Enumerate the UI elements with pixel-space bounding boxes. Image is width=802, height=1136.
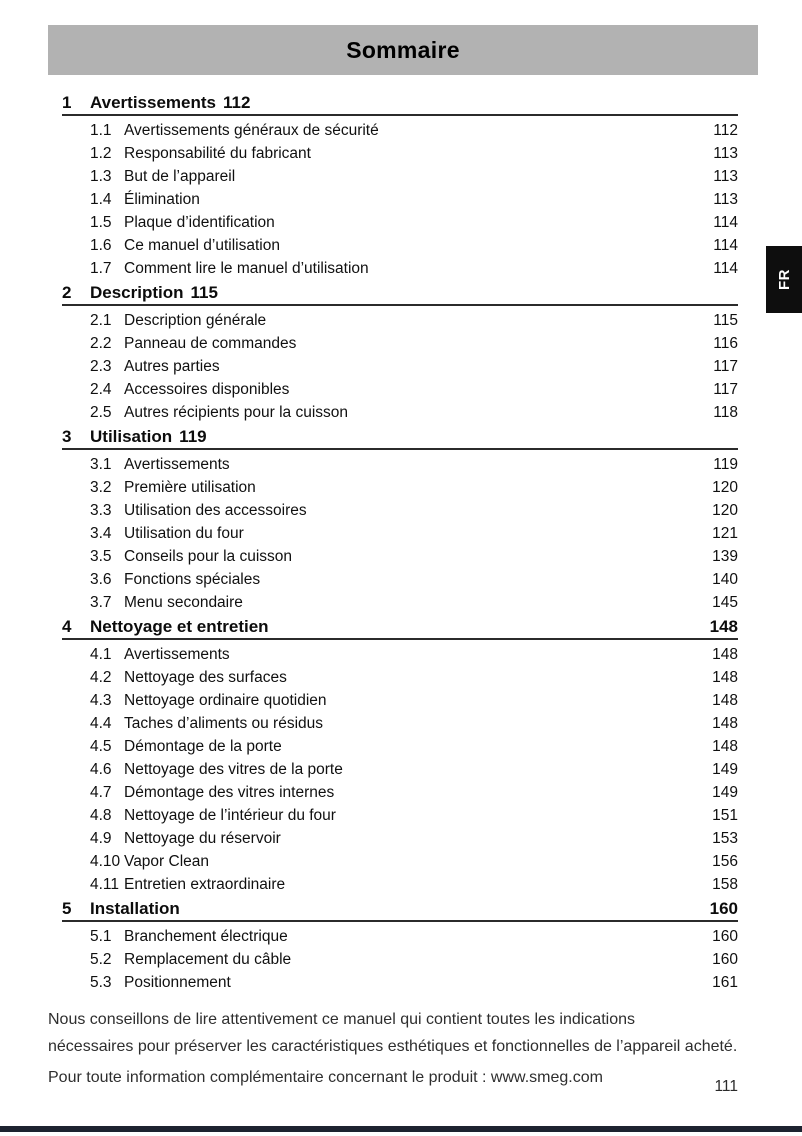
toc-section: [62, 616, 738, 898]
entry-title: Responsabilité du fabricant: [124, 145, 311, 162]
section-number: 1: [62, 93, 72, 112]
entry-number: 4.4: [90, 715, 112, 732]
toc-entry: [62, 781, 738, 804]
section-title: Installation: [90, 899, 180, 918]
entry-title: Élimination: [124, 191, 200, 208]
toc-entry: [62, 712, 738, 735]
toc-entry: [62, 666, 738, 689]
toc-section-heading: [62, 616, 738, 640]
toc-section-heading: [62, 426, 738, 450]
page-header: [48, 25, 758, 75]
toc-entry: [62, 689, 738, 712]
entry-title: Conseils pour la cuisson: [124, 548, 293, 565]
toc-entry: [62, 735, 738, 758]
toc-entry: [62, 119, 738, 142]
entry-title: Comment lire le manuel d’utilisation: [124, 260, 369, 277]
page-title: Sommaire: [346, 36, 460, 63]
entry-title: Démontage des vitres internes: [124, 784, 335, 801]
entry-page: 113: [713, 145, 738, 162]
toc-section: [62, 282, 738, 426]
toc-section-items: [62, 306, 738, 426]
entry-page: 116: [713, 335, 738, 352]
section-title: Avertissements: [90, 93, 216, 112]
section-page: 115: [190, 283, 218, 302]
entry-number: 3.6: [90, 571, 112, 588]
toc-entry: [62, 453, 738, 476]
toc-section-items: [62, 922, 738, 996]
entry-title: Utilisation du four: [124, 525, 244, 542]
entry-number: 5.1: [90, 928, 112, 945]
toc-entry: [62, 522, 738, 545]
entry-title: Première utilisation: [124, 479, 256, 496]
entry-number: 4.11: [90, 876, 120, 893]
toc-entry: [62, 476, 738, 499]
footer-line: Nous conseillons de lire attentivement ce manuel qui contient toutes les indications: [48, 1011, 635, 1028]
entry-number: 4.2: [90, 669, 112, 686]
entry-title: Démontage de la porte: [124, 738, 282, 755]
entry-page: 148: [712, 669, 738, 686]
entry-page: 113: [713, 168, 738, 185]
toc-entry: [62, 188, 738, 211]
entry-number: 3.1: [90, 456, 112, 473]
entry-page: 114: [713, 237, 738, 254]
entry-page: 151: [712, 807, 738, 824]
toc-entry: [62, 211, 738, 234]
toc-entry: [62, 142, 738, 165]
entry-number: 3.5: [90, 548, 112, 565]
toc-entry: [62, 378, 738, 401]
toc-entry: [62, 758, 738, 781]
section-title: Utilisation: [90, 427, 173, 446]
toc-section: [62, 92, 738, 282]
entry-page: 114: [713, 260, 738, 277]
entry-title: Description générale: [124, 312, 267, 329]
entry-number: 2.4: [90, 381, 112, 398]
entry-title: Nettoyage du réservoir: [124, 830, 281, 847]
entry-number: 5.3: [90, 974, 112, 991]
toc-entry: [62, 804, 738, 827]
bottom-bar: [0, 1126, 802, 1132]
entry-number: 2.3: [90, 358, 112, 375]
toc-entry: [62, 591, 738, 614]
section-page: 148: [709, 617, 738, 636]
entry-number: 4.5: [90, 738, 112, 755]
toc-entry: [62, 332, 738, 355]
entry-page: 140: [712, 571, 738, 588]
entry-page: 118: [713, 404, 738, 421]
entry-page: 117: [713, 381, 738, 398]
toc-section-heading: [62, 92, 738, 116]
entry-number: 1.7: [90, 260, 112, 277]
section-number: 2: [62, 283, 72, 302]
entry-number: 1.5: [90, 214, 112, 231]
toc-section-items: [62, 450, 738, 616]
toc-entry: [62, 827, 738, 850]
entry-page: 139: [712, 548, 738, 565]
entry-number: 1.6: [90, 237, 112, 254]
language-tab-fr: [766, 246, 802, 313]
entry-title: Autres parties: [124, 358, 220, 375]
entry-page: 114: [713, 214, 738, 231]
section-page: 112: [223, 93, 251, 112]
entry-number: 1.2: [90, 145, 112, 162]
toc-entry: [62, 643, 738, 666]
entry-title: Nettoyage ordinaire quotidien: [124, 692, 327, 709]
section-number: 5: [62, 899, 72, 918]
toc-section-items: [62, 640, 738, 898]
entry-title: Taches d’aliments ou résidus: [124, 715, 324, 732]
entry-page: 115: [713, 312, 738, 329]
entry-page: 112: [713, 122, 738, 139]
toc-entry: [62, 925, 738, 948]
entry-page: 149: [712, 784, 738, 801]
section-title: Description: [90, 283, 184, 302]
toc-entry: [62, 165, 738, 188]
entry-title: Nettoyage des vitres de la porte: [124, 761, 343, 778]
entry-number: 2.1: [90, 312, 112, 329]
toc-section: [62, 426, 738, 616]
entry-number: 3.3: [90, 502, 112, 519]
table-of-contents: [62, 92, 738, 996]
section-number: 4: [62, 617, 72, 636]
footer-line: nécessaires pour préserver les caractéristiques esthétiques et fonctionnelles de l’appareil acheté.: [48, 1038, 738, 1055]
entry-title: Avertissements: [124, 456, 230, 473]
entry-page: 156: [712, 853, 738, 870]
entry-page: 117: [713, 358, 738, 375]
entry-number: 1.1: [90, 122, 112, 139]
section-page: 160: [709, 899, 738, 918]
entry-title: Entretien extraordinaire: [124, 876, 286, 893]
entry-title: Nettoyage des surfaces: [124, 669, 287, 686]
section-page: 119: [179, 427, 207, 446]
entry-number: 4.10: [90, 853, 121, 870]
entry-page: 121: [712, 525, 738, 542]
entry-title: Positionnement: [124, 974, 231, 991]
entry-title: Ce manuel d’utilisation: [124, 237, 280, 254]
entry-page: 149: [712, 761, 738, 778]
toc-entry: [62, 257, 738, 280]
entry-number: 2.5: [90, 404, 112, 421]
entry-title: But de l’appareil: [124, 168, 236, 185]
toc-entry: [62, 309, 738, 332]
entry-title: Vapor Clean: [124, 853, 210, 870]
entry-number: 3.2: [90, 479, 112, 496]
entry-number: 5.2: [90, 951, 112, 968]
entry-number: 4.3: [90, 692, 112, 709]
toc-entry: [62, 234, 738, 257]
entry-number: 2.2: [90, 335, 112, 352]
toc-section-items: [62, 116, 738, 282]
entry-title: Plaque d’identification: [124, 214, 275, 231]
entry-title: Nettoyage de l’intérieur du four: [124, 807, 336, 824]
entry-page: 148: [712, 646, 738, 663]
entry-page: 145: [712, 594, 738, 611]
page-number: 111: [714, 1078, 738, 1095]
toc-section-heading: [62, 282, 738, 306]
entry-title: Fonctions spéciales: [124, 571, 261, 588]
toc-entry: [62, 499, 738, 522]
entry-number: 3.7: [90, 594, 112, 611]
language-tab-label: FR: [775, 269, 793, 290]
entry-title: Autres récipients pour la cuisson: [124, 404, 349, 421]
entry-title: Branchement électrique: [124, 928, 288, 945]
entry-number: 4.6: [90, 761, 112, 778]
entry-page: 161: [712, 974, 738, 991]
entry-number: 1.4: [90, 191, 112, 208]
section-title: Nettoyage et entretien: [90, 617, 269, 636]
entry-page: 153: [712, 830, 738, 847]
entry-title: Accessoires disponibles: [124, 381, 290, 398]
entry-title: Menu secondaire: [124, 594, 243, 611]
toc-entry: [62, 948, 738, 971]
entry-page: 160: [712, 951, 738, 968]
entry-number: 4.8: [90, 807, 112, 824]
entry-page: 148: [712, 715, 738, 732]
entry-page: 119: [713, 456, 738, 473]
entry-title: Remplacement du câble: [124, 951, 292, 968]
entry-page: 160: [712, 928, 738, 945]
entry-number: 4.1: [90, 646, 112, 663]
entry-page: 148: [712, 692, 738, 709]
toc-section-heading: [62, 898, 738, 922]
entry-page: 113: [713, 191, 738, 208]
entry-number: 1.3: [90, 168, 112, 185]
entry-title: Avertissements généraux de sécurité: [124, 122, 379, 139]
footer-line-website: Pour toute information complémentaire concernant le produit : www.smeg.com: [48, 1069, 603, 1086]
entry-page: 120: [712, 502, 738, 519]
entry-page: 158: [712, 876, 738, 893]
toc-entry: [62, 873, 738, 896]
entry-title: Panneau de commandes: [124, 335, 297, 352]
entry-title: Utilisation des accessoires: [124, 502, 307, 519]
toc-entry: [62, 355, 738, 378]
section-number: 3: [62, 427, 72, 446]
toc-entry: [62, 568, 738, 591]
entry-number: 4.9: [90, 830, 112, 847]
entry-page: 120: [712, 479, 738, 496]
toc-section: [62, 898, 738, 996]
toc-entry: [62, 401, 738, 424]
toc-entry: [62, 971, 738, 994]
entry-number: 3.4: [90, 525, 112, 542]
entry-title: Avertissements: [124, 646, 230, 663]
footer-note: [48, 1006, 754, 1091]
entry-number: 4.7: [90, 784, 112, 801]
toc-entry: [62, 545, 738, 568]
entry-page: 148: [712, 738, 738, 755]
toc-entry: [62, 850, 738, 873]
